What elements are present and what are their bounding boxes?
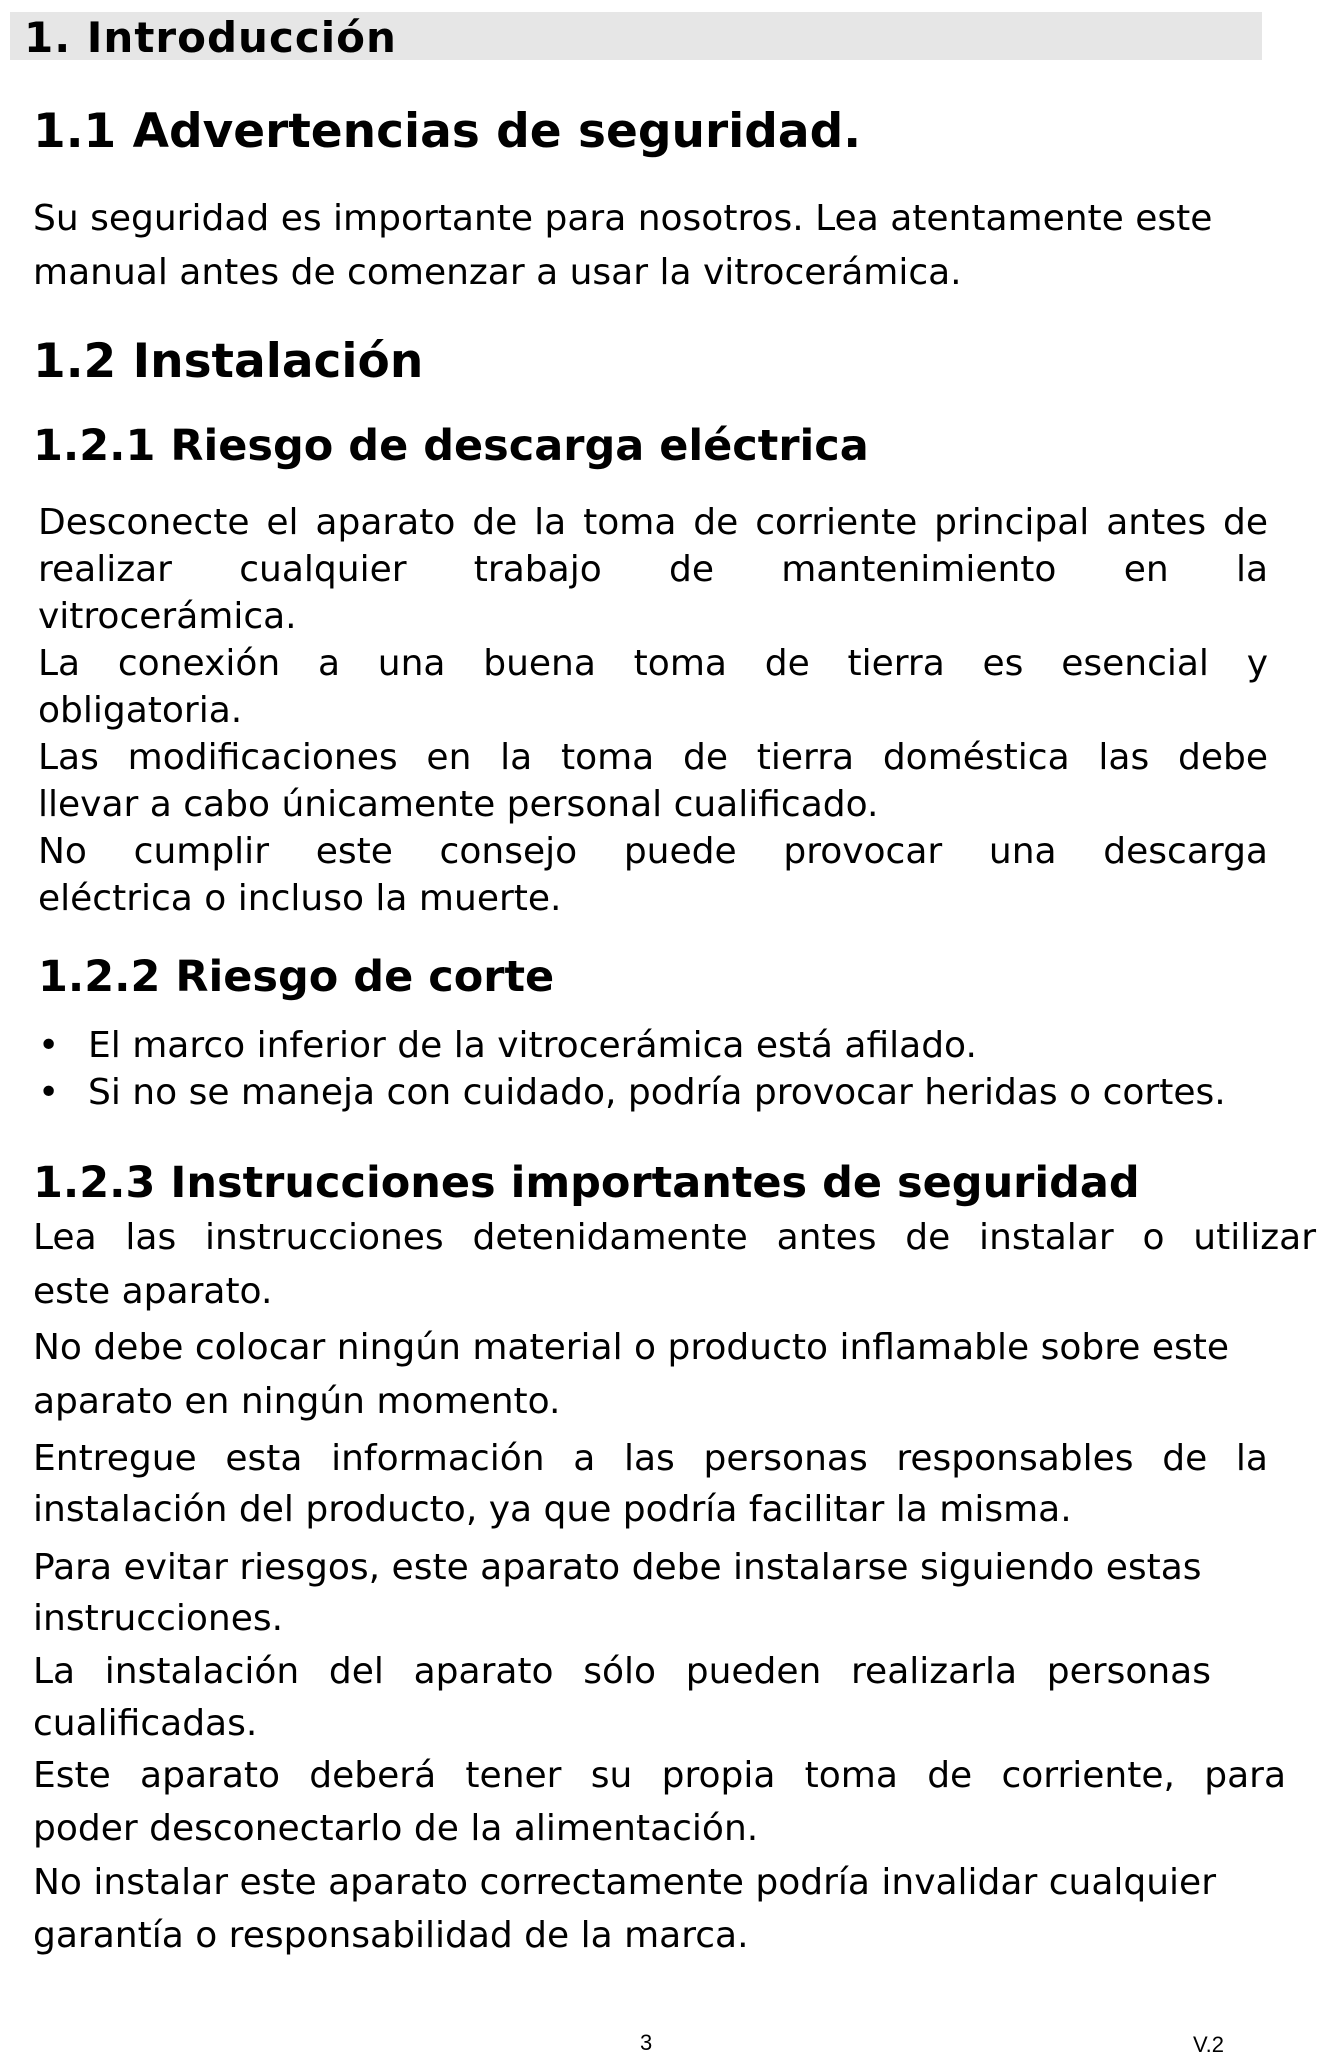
heading-installation: 1.2 Instalación xyxy=(33,334,424,389)
heading-important-safety-instructions: 1.2.3 Instrucciones importantes de seguridad xyxy=(33,1158,1140,1208)
heading-safety-warnings: 1.1 Advertencias de seguridad. xyxy=(33,104,862,159)
paragraph-line: vitrocerámica. xyxy=(38,596,297,637)
page-number: 3 xyxy=(640,2030,653,2055)
paragraph-line: obligatoria. xyxy=(38,690,243,731)
paragraph-line: Entregue esta información a las personas responsables de la xyxy=(33,1438,1268,1479)
list-item: Si no se maneja con cuidado, podría provocar heridas o cortes. xyxy=(88,1072,1226,1113)
paragraph-line: La conexión a una buena toma de tierra es esencial y xyxy=(38,643,1268,684)
paragraph-line: Las modificaciones en la toma de tierra doméstica las debe xyxy=(38,737,1268,778)
bullet-dot: • xyxy=(38,1025,60,1066)
paragraph-line: Su seguridad es importante para nosotros. Lea atentamente este xyxy=(33,198,1213,239)
heading-electric-shock-risk: 1.2.1 Riesgo de descarga eléctrica xyxy=(33,421,869,471)
paragraph-line: poder desconectarlo de la alimentación. xyxy=(33,1808,759,1849)
paragraph-line: No debe colocar ningún material o producto inflamable sobre este xyxy=(33,1327,1229,1368)
paragraph-line: No cumplir este consejo puede provocar una descarga xyxy=(38,831,1268,872)
paragraph-line: manual antes de comenzar a usar la vitrocerámica. xyxy=(33,252,962,293)
version-label: V.2 xyxy=(1193,2032,1225,2057)
paragraph-line: llevar a cabo únicamente personal cualificado. xyxy=(38,784,879,825)
paragraph-line: realizar cualquier trabajo de mantenimiento en la xyxy=(38,549,1268,590)
section-title: 1. Introducción xyxy=(24,13,397,62)
paragraph-line: cualificadas. xyxy=(33,1703,258,1744)
paragraph-line: garantía o responsabilidad de la marca. xyxy=(33,1915,749,1956)
paragraph-line: instalación del producto, ya que podría facilitar la misma. xyxy=(33,1489,1072,1530)
paragraph-line: La instalación del aparato sólo pueden realizarla personas xyxy=(33,1651,1211,1692)
paragraph-line: este aparato. xyxy=(33,1271,273,1312)
paragraph-line: Para evitar riesgos, este aparato debe instalarse siguiendo estas xyxy=(33,1547,1202,1588)
bullet-dot: • xyxy=(38,1072,60,1113)
paragraph-line: Desconecte el aparato de la toma de corriente principal antes de xyxy=(38,502,1268,543)
paragraph-line: Este aparato deberá tener su propia toma de corriente, para xyxy=(33,1755,1286,1796)
paragraph-line: No instalar este aparato correctamente podría invalidar cualquier xyxy=(33,1862,1217,1903)
paragraph-line: eléctrica o incluso la muerte. xyxy=(38,878,562,919)
paragraph-line: aparato en ningún momento. xyxy=(33,1381,561,1422)
paragraph-line: Lea las instrucciones detenidamente antes de instalar o utilizar xyxy=(33,1217,1316,1258)
paragraph-line: instrucciones. xyxy=(33,1598,284,1639)
heading-cut-risk: 1.2.2 Riesgo de corte xyxy=(38,952,555,1002)
list-item: El marco inferior de la vitrocerámica está afilado. xyxy=(88,1025,977,1066)
section-banner xyxy=(10,12,1262,60)
